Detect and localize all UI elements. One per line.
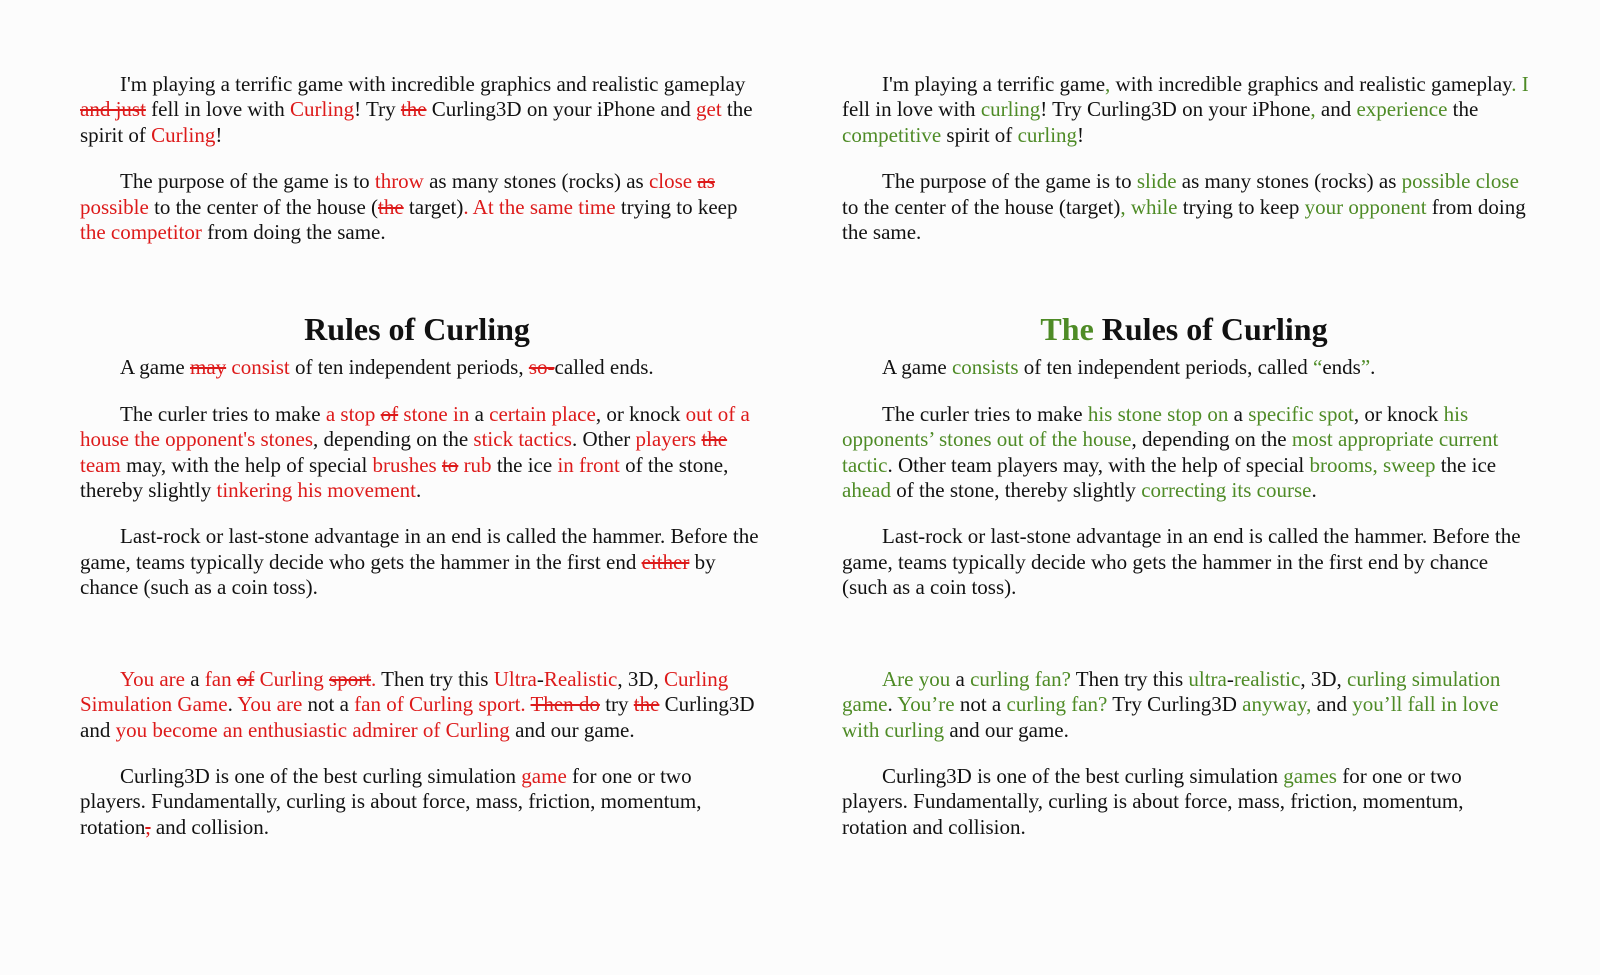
text-run: - [1226,666,1234,691]
inserted-text: curling [1017,122,1078,147]
changed-text: Ultra [493,666,537,691]
text-run: Curling3D is one of the best curling simulation [882,763,1284,788]
text-run: by chance (such as a coin toss). [80,549,716,600]
changed-text: you become an enthusiastic admirer of Curling [115,717,510,742]
text-run: not a [954,692,1007,717]
changed-text: stone in [398,401,470,426]
heading-rules [842,309,1532,349]
text-run: of the stone, thereby slightly [890,478,1142,503]
inserted-text: “ [1312,355,1323,380]
text-run: of ten independent periods, called [1018,355,1313,380]
inserted-text: , [1105,72,1111,96]
changed-text: stick tactics [473,427,572,452]
text-run: spirit of [941,122,1018,147]
text-run: - [536,666,544,691]
changed-text: brushes [372,452,442,477]
text-run: The curler tries to make [882,401,1088,426]
text-run: to the center of the house (target) [842,194,1121,219]
text-run: ! Try Curling3D on your iPhone [1040,97,1311,122]
text-run: The purpose of the game is to [882,169,1137,194]
deleted-text: the [633,692,660,717]
text-run: . [415,478,422,503]
text-run: fell in love with [145,97,290,122]
inserted-text: possible close [1401,169,1519,194]
inserted-text: games [1283,763,1337,788]
changed-text: Curling [151,122,216,147]
paragraph-simulation [80,764,760,840]
deleted-text: as [697,169,715,194]
deleted-text: , [145,814,151,839]
changed-text: in front [557,452,620,477]
changed-text: team [80,452,121,477]
inserted-text: anyway, [1242,692,1312,717]
text-run: of ten independent periods, [289,355,529,380]
text-run: Curling3D on your iPhone and [426,97,696,122]
text-run: from doing the same. [842,194,1526,245]
changed-text: Curling Simulation Game [80,666,729,717]
changed-text: close [648,169,698,194]
text-run: ends [1322,355,1361,380]
text-run: the [1447,97,1479,122]
text-run: target) [403,194,464,219]
text-run: Then try this [1070,666,1189,691]
paragraph-purpose [80,169,760,245]
changed-text: a stop [325,401,381,426]
inserted-text: his opponents’ stones out of the house [842,401,1469,452]
text-run: ! Try [354,97,401,122]
text-run: a [184,666,205,691]
text-run: and our game. [944,717,1069,742]
text-run: I'm playing a terrific game [882,72,1106,96]
text-run: A game [882,355,952,380]
text-run: of the stone, thereby slightly [80,452,729,503]
deleted-text: the [701,427,728,452]
text-run: Curling3D and [80,692,755,742]
text-run: for one or two players. Fundamentally, curling is about force, mass, friction, momentum, rotation and collision. [842,763,1464,839]
text-run: Then try this [376,666,494,691]
inserted-text: consists [951,355,1019,380]
text-run: and our game. [509,717,635,742]
inserted-text: your opponent [1304,194,1427,219]
text-run: as many stones (rocks) as [423,169,649,194]
text-run: and [1311,692,1353,717]
paragraph-game-periods [80,355,760,380]
changed-text: possible [80,194,149,219]
changed-text: tinkering his movement [216,478,416,503]
inserted-text: ultra [1188,666,1227,691]
text-run: and [1315,97,1357,122]
changed-text: consist [231,355,290,380]
changed-text: Realistic [543,666,618,691]
text-run: for one or two players. Fundamentally, curling is about force, mass, friction, momentum, rotation [80,763,702,839]
text-run: . Other team players may, with the help of special [887,452,1310,477]
inserted-text: slide [1136,169,1177,194]
edited-text-column [842,72,1532,840]
text-run: and collision. [150,814,269,839]
inserted-text: curling fan? [970,666,1071,691]
paragraph-intro [842,72,1532,148]
text-run: , or knock [1353,401,1444,426]
deleted-text: may [189,355,227,380]
text-run: not a [302,692,355,717]
inserted-text: curling [980,97,1041,122]
paragraph-curler-tries [80,402,760,504]
inserted-text: most appropriate current tactic [842,427,1499,477]
text-run: Rules of Curling [304,311,530,348]
text-run: Curling3D is one of the best curling simulation [120,763,522,788]
paragraph-fan [842,667,1532,743]
deleted-text: so- [528,355,555,380]
deleted-text: either [641,549,690,574]
text-run: try [599,692,634,717]
deleted-text: of [236,666,255,691]
deleted-text: Then do [530,692,600,717]
changed-text: out of a house the opponent's stones [80,401,750,452]
deleted-text: of [380,401,399,426]
changed-text: You are [120,666,185,691]
changed-text: Curling [289,97,355,122]
text-run: may, with the help of special [120,452,373,477]
changed-text: fan of Curling sport. [354,692,526,717]
inserted-text: Are you [882,666,951,691]
text-run: from doing the same. [201,220,386,245]
inserted-text: The [1040,311,1094,348]
text-run: , depending on the [1131,427,1292,452]
text-run: Last-rock or last-stone advantage in an end is called the hammer. Before the game, teams typically decide who gets the hammer in the first end [80,524,759,574]
text-run: The curler tries to make [120,401,326,426]
changed-text: fan [204,666,237,691]
inserted-text: ” [1360,355,1371,380]
inserted-text: , while [1120,194,1178,219]
inserted-text: . I [1511,72,1529,96]
deleted-text: sport [329,666,372,691]
paragraph-intro [80,72,760,148]
paragraph-game-periods [842,355,1532,380]
text-run: . [1370,355,1376,380]
changed-text: . [371,666,377,691]
text-run: with incredible graphics and realistic gameplay [1110,72,1512,96]
text-run: ! [215,122,223,147]
deleted-text: to [441,452,459,477]
text-run: . [887,692,898,717]
text-run: Try Curling3D [1107,692,1243,717]
changed-text: game [521,763,567,788]
inserted-text: ahead [842,478,891,503]
text-run: called ends. [554,355,654,380]
text-run: as many stones (rocks) as [1176,169,1402,194]
inserted-text: experience [1356,97,1448,122]
inserted-text: curling fan? [1006,692,1108,717]
paragraph-simulation [842,764,1532,840]
text-run: . [1311,478,1317,503]
inserted-text: his stone stop on [1087,401,1229,426]
paragraph-curler-tries [842,402,1532,504]
paragraph-fan [80,667,760,743]
changed-text: Curling [254,666,330,691]
text-run: , or knock [595,401,686,426]
text-run: trying to keep [615,194,738,219]
inserted-text: you’ll fall in love with curling [842,692,1499,742]
deleted-text: the [400,97,427,122]
text-run: trying to keep [1177,194,1305,219]
changed-text: certain place [489,401,596,426]
inserted-text: brooms, sweep [1309,452,1436,477]
text-run: Last-rock or last-stone advantage in an end is called the hammer. Before the game, teams typically decide who gets the hammer in the first end by chance (such as a coin toss). [842,524,1521,600]
text-run: , depending on the [313,427,474,452]
text-run: fell in love with [842,97,981,122]
text-run: The purpose of the game is to [120,169,375,194]
paragraph-purpose [842,169,1532,245]
text-run: the ice [1435,452,1497,477]
text-run: . [227,692,238,717]
text-run: the spirit of [80,97,753,147]
changed-text: players [635,427,702,452]
changed-text: throw [374,169,424,194]
inserted-text: competitive [842,122,942,147]
text-run: Rules of Curling [1093,311,1328,348]
inserted-text: curling simulation game [842,666,1501,717]
changed-text: . At the same time [463,194,616,219]
deleted-text: the [378,194,404,219]
text-run: I'm playing a terrific game with incredible graphics and realistic gameplay [120,72,746,96]
changed-text: the competitor [80,220,202,245]
inserted-text: You’re [897,692,955,717]
inserted-text: , [1310,97,1316,122]
text-run: a [469,401,490,426]
text-run: a [1228,401,1249,426]
paragraph-hammer [842,524,1532,600]
text-run: ! [1077,122,1085,147]
text-run: , 3D, [617,666,665,691]
text-run: to the center of the house ( [148,194,379,219]
text-run: . Other [571,427,636,452]
deleted-text: and just [80,97,146,122]
text-run: the ice [491,452,558,477]
changed-text: You are [237,692,303,717]
paragraph-hammer [80,524,760,600]
text-run: , 3D, [1300,666,1348,691]
inserted-text: specific spot [1248,401,1354,426]
changed-text: get [696,97,722,122]
original-text-column [80,72,760,840]
text-run: A game [120,355,190,380]
text-run: a [950,666,971,691]
changed-text: rub [458,452,492,477]
inserted-text: realistic [1233,666,1301,691]
heading-rules [80,309,760,349]
inserted-text: correcting its course [1141,478,1312,503]
